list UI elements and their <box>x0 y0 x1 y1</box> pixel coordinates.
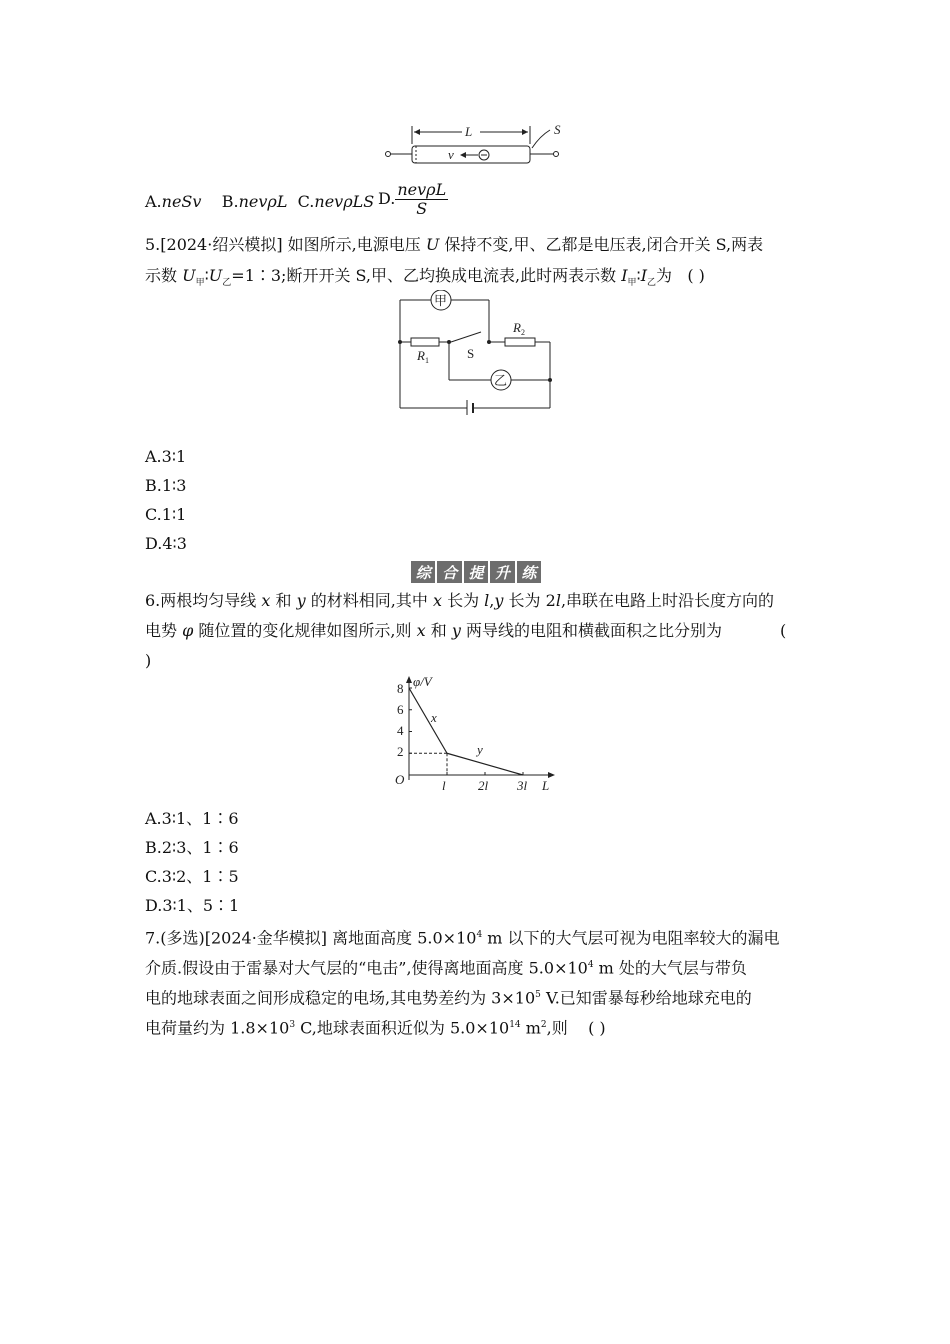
q7-line2: 介质.假设由于雷暴对大气层的“电击”,使得离地面高度 $5.0\times 10^4$ m 处的大气层与带负 <box>145 958 747 978</box>
q6-bracket-close: ) <box>145 651 152 670</box>
series-line-y <box>447 753 523 775</box>
svg-text:R1 <box>416 348 429 365</box>
x-tick-2l: 2l <box>478 778 489 793</box>
y-tick-4: 4 <box>397 723 404 738</box>
series-line-x <box>409 688 447 753</box>
series-x-label: x <box>431 710 437 725</box>
q6-option-c: C.3∶2、1∶5 <box>145 867 239 886</box>
y-tick-6: 6 <box>397 702 404 717</box>
x-axis-label: L <box>542 778 550 793</box>
switch-label: S <box>467 346 475 361</box>
q6-line1: 6.两根均匀导线 x 和 y 的材料相同,其中 x 长为 l,y 长为 2l,串联在电路上时沿长度方向的 <box>145 591 775 610</box>
q5-line1: 5.[2024·绍兴模拟] 如图所示,电源电压 U 保持不变,甲、乙都是电压表,闭合开关 S,两表 <box>145 235 764 254</box>
r1-label: R <box>417 348 425 363</box>
q5-option-a: A.3∶1 <box>145 447 187 466</box>
section-banner: 综 合 提 升 练 <box>411 561 541 583</box>
meter-jia-label: 甲 <box>434 293 448 308</box>
origin-label: O <box>395 772 405 787</box>
y-axis-label: φ/V <box>413 674 432 689</box>
y-tick-2: 2 <box>397 744 404 759</box>
q6-bracket-open: ( <box>780 621 787 640</box>
label-L: L <box>465 124 473 139</box>
q6-option-b: B.2∶3、1∶6 <box>145 838 239 857</box>
q7-line4: 电荷量约为 $1.8\times 10^3$ C,地球表面积近似为 $5.0\times 10^{14}$ $m^2$,则 ( ) <box>145 1018 606 1038</box>
potential-graph <box>385 672 565 797</box>
q5-line2: 示数 $U_甲∶U_乙=1∶3$;断开开关 S,甲、乙均换成电流表,此时两表示数 $I_甲∶I_乙$为 ( ) <box>145 266 705 289</box>
label-S: S <box>554 122 561 137</box>
meter-yi-label: 乙 <box>494 373 508 388</box>
y-tick-8: 8 <box>397 681 404 696</box>
r2-label: R <box>513 320 521 335</box>
r1-sub: 1 <box>424 356 429 365</box>
q4-option-d: D. $\frac{\text{nevρL}}{S}$ <box>378 180 447 218</box>
circuit-figure <box>395 290 560 415</box>
q7-line3: 电的地球表面之间形成稳定的电场,其电势差约为 $3\times 10^5$ V.已知雷暴每秒给地球充电的 <box>145 988 752 1008</box>
label-v: v <box>448 147 454 162</box>
r2-sub: 2 <box>520 328 525 337</box>
x-tick-l: l <box>442 778 446 793</box>
q6-option-a: A.3∶1、1∶6 <box>145 809 239 828</box>
svg-text:R2 <box>512 320 525 337</box>
conductor-figure <box>380 118 580 168</box>
q5-option-c: C.1∶1 <box>145 505 187 524</box>
q6-option-d: D.3∶1、5∶1 <box>145 896 240 915</box>
q6-line2: 电势 φ 随位置的变化规律如图所示,则 x 和 y 两导线的电阻和横截面积之比分别为 <box>145 621 722 640</box>
q5-option-b: B.1∶3 <box>145 476 187 495</box>
x-tick-3l: 3l <box>517 778 528 793</box>
q4-options: A.neSv B.nevρL C.nevρLS <box>145 192 375 211</box>
series-y-label: y <box>477 742 483 757</box>
q7-line1: 7.(多选)[2024·金华模拟] 离地面高度 $5.0\times 10^4$ m 以下的大气层可视为电阻率较大的漏电 <box>145 928 780 948</box>
q5-option-d: D.4∶3 <box>145 534 187 553</box>
